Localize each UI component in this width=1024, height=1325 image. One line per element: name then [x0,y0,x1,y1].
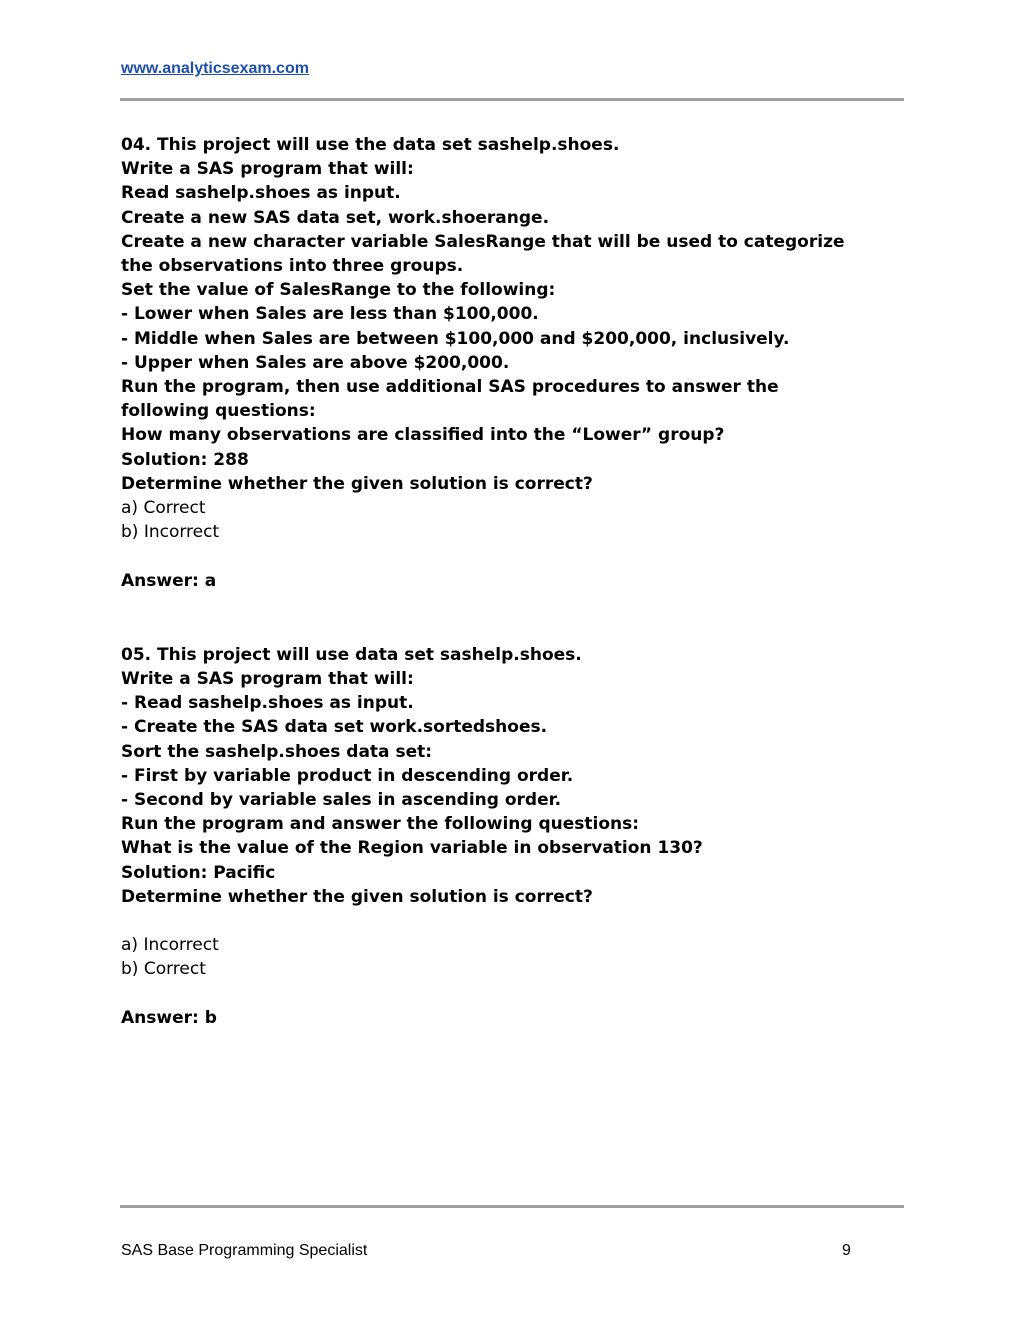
question-line: Run the program, then use additional SAS procedures to answer the [121,377,779,398]
question-line: Determine whether the given solution is correct? [121,473,593,494]
question-line: Read sashelp.shoes as input. [121,183,401,204]
question-line: - Middle when Sales are between $100,000 and $200,000, inclusively. [121,328,790,349]
page-number: 9 [842,1242,851,1259]
question-line: - Read sashelp.shoes as input. [121,693,414,714]
header-divider [120,98,904,101]
question-line: the observations into three groups. [121,256,464,277]
footer-title: SAS Base Programming Specialist [121,1242,368,1259]
question-05 [121,643,911,1030]
question-line: - Lower when Sales are less than $100,000. [121,304,539,325]
question-line: Write a SAS program that will: [121,669,414,690]
answer-line: Answer: a [121,570,217,591]
header-link[interactable]: www.analyticsexam.com [121,60,309,77]
option-b: b) Correct [121,959,206,980]
question-line: 05. This project will use data set sashelp.shoes. [121,644,582,665]
solution-line: Solution: 288 [121,449,249,470]
question-line: Determine whether the given solution is correct? [121,886,593,907]
question-line: Sort the sashelp.shoes data set: [121,741,433,762]
question-line: - Create the SAS data set work.sortedshoes. [121,717,548,738]
question-line: following questions: [121,401,316,422]
option-a: a) Incorrect [121,935,219,956]
question-line: Write a SAS program that will: [121,159,414,180]
solution-line: Solution: Pacific [121,862,276,883]
option-b: b) Incorrect [121,522,220,543]
question-line: - Second by variable sales in ascending order. [121,790,562,811]
question-line: How many observations are classified into the “Lower” group? [121,425,725,446]
question-line: - First by variable product in descending order. [121,765,574,786]
footer-divider [120,1205,904,1208]
option-a: a) Correct [121,498,206,519]
question-line: Create a new SAS data set, work.shoerange. [121,207,550,228]
question-line: - Upper when Sales are above $200,000. [121,352,510,373]
page-content [121,133,911,1030]
question-line: 04. This project will use the data set sashelp.shoes. [121,135,620,155]
question-line: Run the program and answer the following questions: [121,814,640,835]
question-04 [121,133,911,593]
answer-line: Answer: b [121,1007,217,1028]
question-line: Create a new character variable SalesRange that will be used to categorize [121,231,845,252]
question-line: What is the value of the Region variable in observation 130? [121,838,703,859]
question-line: Set the value of SalesRange to the following: [121,280,556,301]
